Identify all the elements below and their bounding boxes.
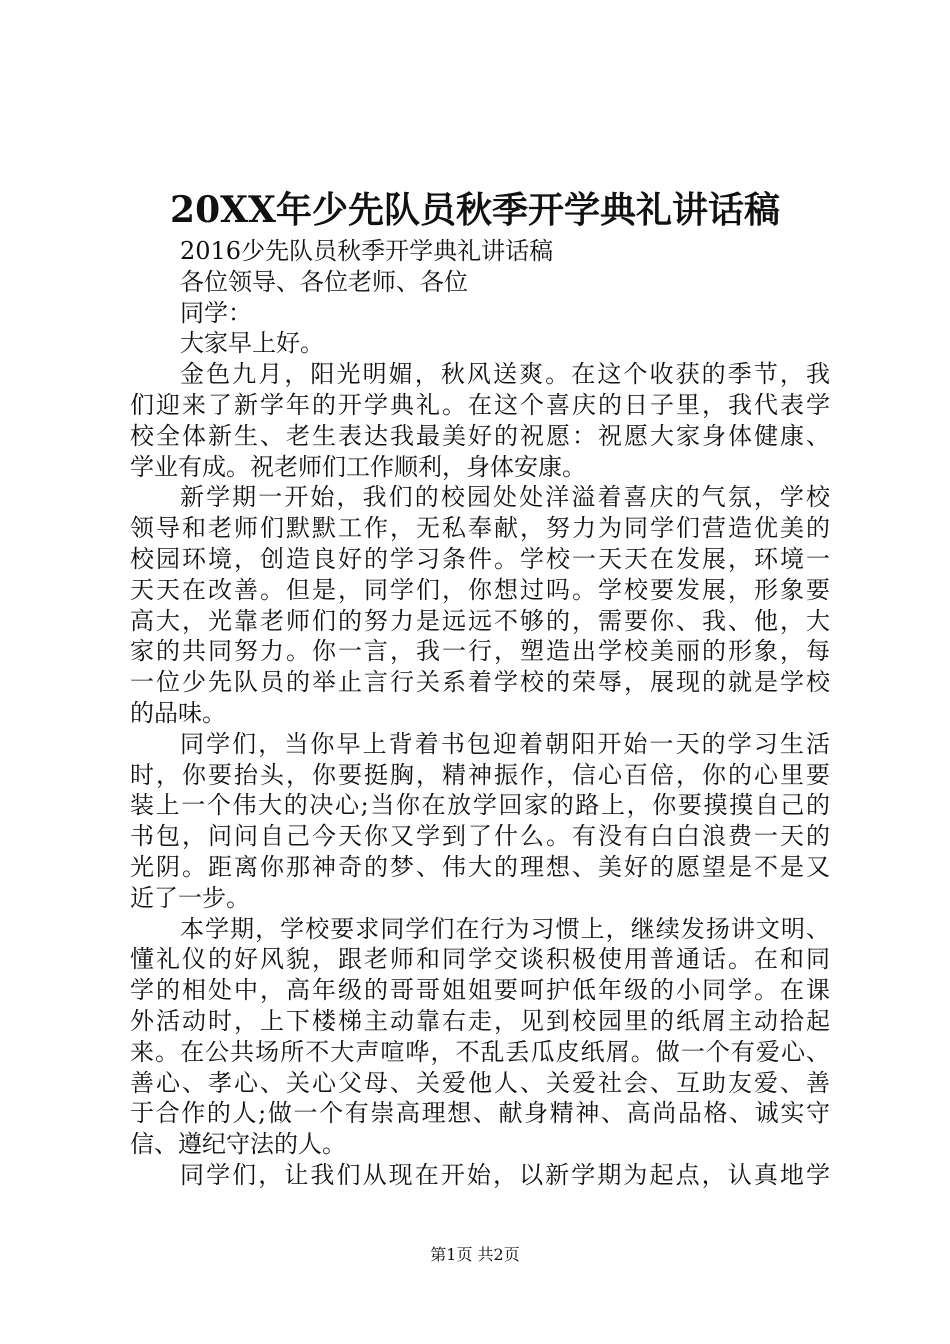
text-line: 外活动时，上下楼梯主动靠右走，见到校园里的纸屑主动拾起 — [130, 1006, 830, 1035]
text-line: 校全体新生、老生表达我最美好的祝愿：祝愿大家身体健康、 — [130, 421, 830, 450]
text-line: 天天在改善。但是，同学们，你想过吗。学校要发展，形象要 — [130, 575, 830, 604]
text-line: 大家早上好。 — [180, 329, 324, 358]
text-line: 各位领导、各位老师、各位 — [180, 267, 468, 296]
text-line: 学业有成。祝老师们工作顺利，身体安康。 — [130, 452, 586, 481]
text-line: 装上一个伟大的决心;当你在放学回家的路上，你要摸摸自己的 — [130, 791, 830, 820]
text-line: 善心、孝心、关心父母、关爱他人、关爱社会、互助友爱、善 — [130, 1068, 830, 1097]
text-line: 来。在公共场所不大声喧哗，不乱丢瓜皮纸屑。做一个有爱心、 — [130, 1037, 830, 1066]
text-line: 新学期一开始，我们的校园处处洋溢着喜庆的气氛，学校 — [180, 483, 830, 512]
document-body — [130, 236, 830, 1191]
text-line: 光阴。距离你那神奇的梦、伟大的理想、美好的愿望是不是又 — [130, 852, 830, 881]
document-title: 20XX年少先队员秋季开学典礼讲话稿 — [170, 189, 780, 231]
text-line: 一位少先队员的举止言行关系着学校的荣辱，展现的就是学校 — [130, 668, 830, 697]
text-line: 于合作的人;做一个有崇高理想、献身精神、高尚品格、诚实守 — [130, 1099, 830, 1128]
text-line: 书包，问问自己今天你又学到了什么。有没有白白浪费一天的 — [130, 822, 830, 851]
text-line: 近了一步。 — [130, 883, 250, 912]
text-line: 同学： — [180, 298, 252, 327]
text-line: 信、遵纪守法的人。 — [130, 1130, 346, 1159]
text-line: 本学期，学校要求同学们在行为习惯上，继续发扬讲文明、 — [180, 914, 830, 943]
text-line: 家的共同努力。你一言，我一行，塑造出学校美丽的形象，每 — [130, 637, 830, 666]
page-footer: 第1页 共2页 — [430, 1245, 520, 1264]
text-line: 校园环境，创造良好的学习条件。学校一天天在发展，环境一 — [130, 544, 830, 573]
text-line: 领导和老师们默默工作，无私奉献，努力为同学们营造优美的 — [130, 514, 830, 543]
text-line: 时，你要抬头，你要挺胸，精神振作，信心百倍，你的心里要 — [130, 760, 830, 789]
text-line: 学的相处中，高年级的哥哥姐姐要呵护低年级的小同学。在课 — [130, 976, 830, 1005]
text-line: 2016少先队员秋季开学典礼讲话稿 — [180, 237, 554, 265]
text-line: 的品味。 — [130, 698, 226, 727]
text-line: 金色九月，阳光明媚，秋风送爽。在这个收获的季节，我 — [180, 360, 830, 389]
text-line: 懂礼仪的好风貌，跟老师和同学交谈积极使用普通话。在和同 — [130, 945, 830, 974]
text-line: 高大，光靠老师们的努力是远远不够的，需要你、我、他，大 — [130, 606, 830, 635]
text-line: 同学们，让我们从现在开始，以新学期为起点，认真地学 — [180, 1160, 830, 1189]
text-line: 同学们，当你早上背着书包迎着朝阳开始一天的学习生活 — [180, 729, 830, 758]
text-line: 们迎来了新学年的开学典礼。在这个喜庆的日子里，我代表学 — [130, 390, 830, 419]
